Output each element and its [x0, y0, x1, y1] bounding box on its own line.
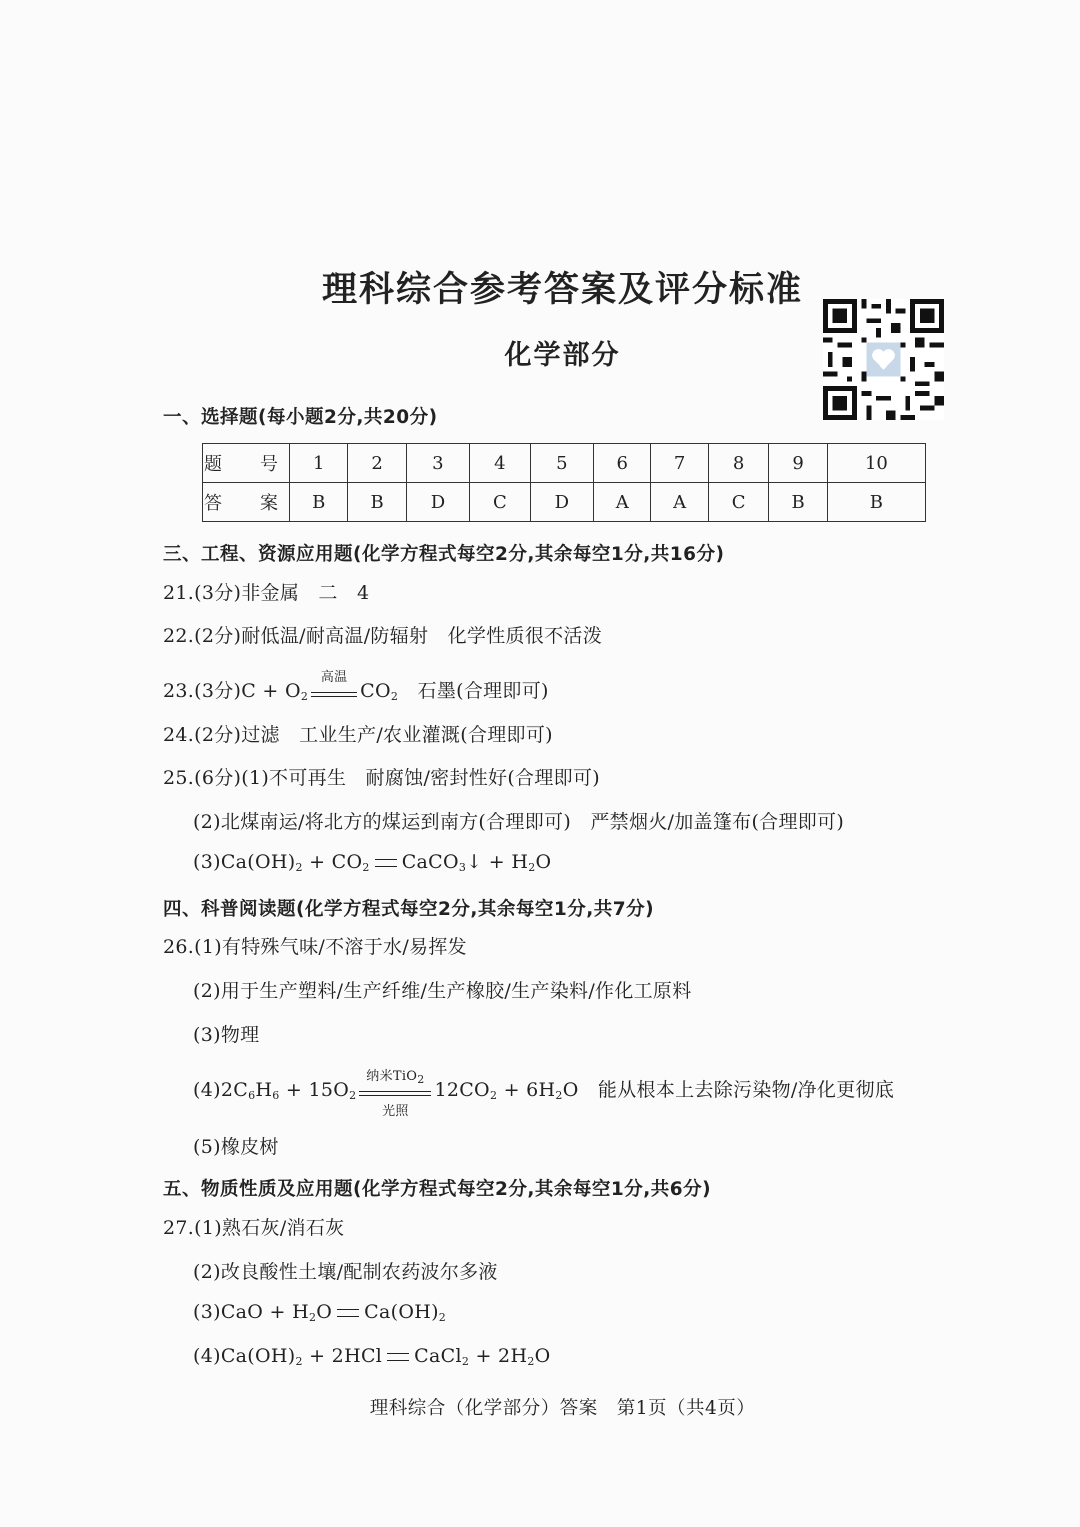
- answer-line-26-2: (2)用于生产塑料/生产纤维/生产橡胶/生产染料/作化工原料: [193, 980, 692, 1002]
- table-cell: B: [827, 483, 925, 522]
- sub-question-number: (4): [193, 1345, 221, 1367]
- answer-line-27-1: 27.(1)熟石灰/消石灰: [163, 1217, 345, 1239]
- sub-question-number: (3): [193, 1301, 221, 1323]
- sub-question-number: (3): [193, 851, 221, 873]
- table-cell: A: [651, 483, 708, 522]
- answer-line-23: 23.(3分)$C + O_2$ 高温 $CO_2$ 石墨(合理即可): [163, 676, 549, 703]
- table-cell: D: [530, 483, 593, 522]
- section-heading-engineering: 三、工程、资源应用题(化学方程式每空2分,其余每空1分,共16分): [163, 544, 725, 565]
- qr-code-icon: [823, 299, 944, 420]
- sub-question-number: (4): [193, 1079, 221, 1101]
- answer-line-26-4: $(4)2C_6H_6 + 15O_2$ 纳米TiO$_2$ 光照 $12CO_2 + 6H_2O$ 能从根本上去除污染物/净化更彻底: [193, 1069, 895, 1119]
- answer-line-25-1: 25.(6分)(1)不可再生 耐腐蚀/密封性好(合理即可): [163, 767, 600, 789]
- table-cell: 9: [769, 444, 827, 483]
- answer-line-26-1: 26.(1)有特殊气味/不溶于水/易挥发: [163, 936, 467, 958]
- answer-table: [202, 443, 926, 522]
- reaction-condition: 纳米TiO$_2$ 光照: [359, 1081, 431, 1101]
- answer-line-21: 21.(3分)非金属 二 4: [163, 582, 370, 604]
- table-cell: 6: [594, 444, 651, 483]
- table-cell: B: [348, 483, 406, 522]
- question-number: 23.(3分): [163, 680, 242, 702]
- table-row: [203, 444, 926, 483]
- answer-line-25-3: $(3)Ca(OH)_2 + CO_2$ CaCO$_3$↓ + $H_2O$: [193, 851, 552, 874]
- table-header-cell: 题 号: [203, 444, 290, 483]
- answer-text: 石墨(合理即可): [417, 680, 549, 702]
- answer-line-27-4: $(4)Ca(OH)_2 + 2HCl$ CaCl$_2$ + $2H_2O$: [193, 1345, 551, 1368]
- section-heading-reading: 四、科普阅读题(化学方程式每空2分,其余每空1分,共7分): [163, 899, 655, 920]
- table-cell: 3: [406, 444, 469, 483]
- section-heading-properties: 五、物质性质及应用题(化学方程式每空2分,其余每空1分,共6分): [163, 1179, 712, 1200]
- answer-line-26-5: (5)橡皮树: [193, 1136, 279, 1158]
- table-cell: 5: [530, 444, 593, 483]
- table-cell: 1: [290, 444, 348, 483]
- page-title: 理科综合参考答案及评分标准: [321, 270, 803, 310]
- table-cell: 10: [827, 444, 925, 483]
- table-row: [203, 483, 926, 522]
- answer-text: 能从根本上去除污染物/净化更彻底: [597, 1079, 895, 1101]
- answer-line-24: 24.(2分)过滤 工业生产/农业灌溉(合理即可): [163, 724, 553, 746]
- page-footer: 理科综合（化学部分）答案 第1页（共4页）: [369, 1398, 756, 1419]
- condition-text: 高温: [320, 670, 348, 685]
- table-cell: C: [708, 483, 769, 522]
- table-cell: B: [769, 483, 827, 522]
- answer-line-27-2: (2)改良酸性土壤/配制农药波尔多液: [193, 1261, 498, 1283]
- table-cell: D: [406, 483, 469, 522]
- table-header-cell: 答 案: [203, 483, 290, 522]
- table-cell: C: [470, 483, 531, 522]
- answer-line-22: 22.(2分)耐低温/耐高温/防辐射 化学性质很不活泼: [163, 625, 603, 647]
- table-cell: 4: [470, 444, 531, 483]
- table-cell: 2: [348, 444, 406, 483]
- condition-light: 光照: [382, 1104, 409, 1119]
- page-subtitle: 化学部分: [504, 340, 621, 371]
- table-cell: 7: [651, 444, 708, 483]
- table-cell: A: [594, 483, 651, 522]
- answer-line-26-3: (3)物理: [193, 1024, 260, 1046]
- condition-catalyst: 纳米TiO: [366, 1069, 418, 1084]
- reaction-condition: [311, 670, 357, 702]
- answer-line-27-3: $(3)CaO + H_2O$ $Ca(OH)_2$: [193, 1301, 447, 1324]
- table-cell: 8: [708, 444, 769, 483]
- section-heading-choice: 一、选择题(每小题2分,共20分): [163, 407, 438, 428]
- answer-line-25-2: (2)北煤南运/将北方的煤运到南方(合理即可) 严禁烟火/加盖篷布(合理即可): [193, 811, 845, 833]
- table-cell: B: [290, 483, 348, 522]
